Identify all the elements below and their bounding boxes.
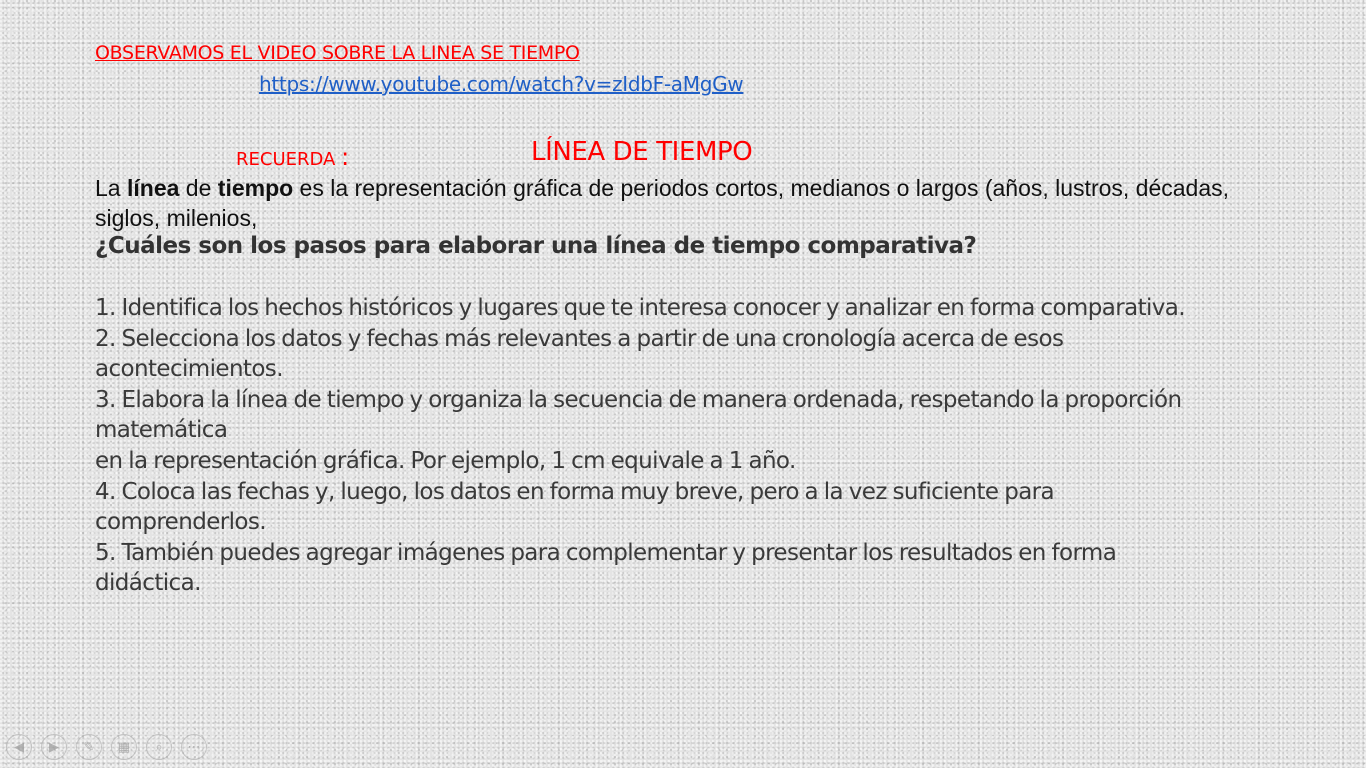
zoom-icon[interactable]: ⌕ [146,734,172,760]
steps-line: 1. Identifica los hechos históricos y lugares que te interesa conocer y analizar en forma comparativa. [95,295,1185,321]
recuerda-colon: : [341,143,350,171]
steps-list [95,293,1325,599]
pen-icon[interactable]: ✎ [76,734,102,760]
slideshow-controls [6,734,207,760]
definition-paragraph [95,173,1275,233]
steps-line: 4. Coloca las fechas y, luego, los datos en forma muy breve, pero a la vez suficiente para [95,478,1055,505]
more-icon[interactable]: ⋯ [181,734,207,760]
steps-line: didáctica. [95,570,201,597]
recuerda-label [236,143,349,171]
steps-line: 5. También puedes agregar imágenes para complementar y presentar los resultados en forma [95,539,1117,566]
slide-heading: OBSERVAMOS EL VIDEO SOBRE LA LINEA SE TIEMPO [95,42,580,64]
video-link-line[interactable] [95,72,743,96]
video-link[interactable]: https://www.youtube.com/watch?v=zIdbF-aMgGw [259,72,744,96]
steps-line: comprenderlos. [95,509,266,536]
recuerda-text: RECUERDA [236,149,336,170]
definition-bold-tiempo: tiempo [217,175,294,201]
steps-line: 2. Selecciona los datos y fechas más relevantes a partir de una cronología acerca de esos [95,325,1064,352]
slide-title: LÍNEA DE TIEMPO [531,137,753,167]
steps-question: ¿Cuáles son los pasos para elaborar una línea de tiempo comparativa? [95,233,977,259]
slides-icon[interactable]: ▦ [111,734,137,760]
steps-line: matemática [95,417,228,444]
steps-line: en la representación gráfica. Por ejemplo, 1 cm equivale a 1 año. [95,447,796,474]
previous-icon[interactable]: ◀ [6,734,32,760]
definition-bold-linea: línea [126,175,180,201]
next-icon[interactable]: ▶ [41,734,67,760]
steps-line: acontecimientos. [95,356,283,383]
definition-part-1: La [95,175,127,201]
steps-line: 3. Elabora la línea de tiempo y organiza la secuencia de manera ordenada, respetando la proporción [95,386,1182,413]
definition-part-3: es la representación gráfica de periodos cortos, medianos o largos (años, lustros, décadas, siglos, milenios, [95,175,1230,231]
definition-part-2: de [179,175,218,201]
